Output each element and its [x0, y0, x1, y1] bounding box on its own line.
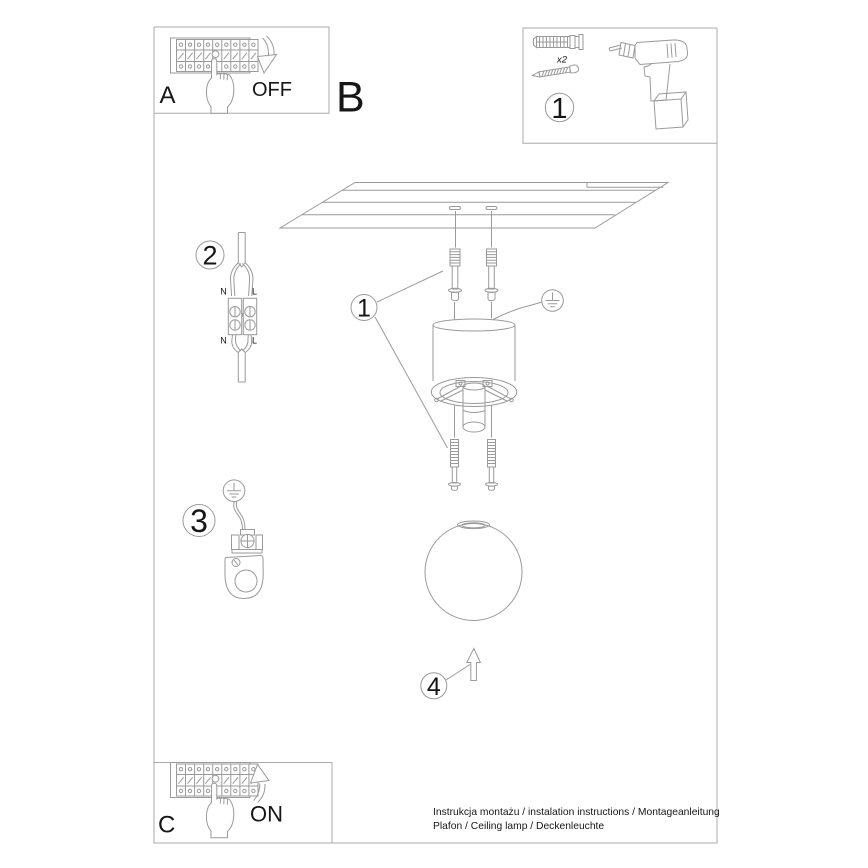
footer — [433, 807, 720, 832]
ground-clamp — [232, 530, 263, 554]
panel-b-letter: B — [336, 73, 365, 122]
sheet-frame — [154, 27, 717, 843]
label-l-top: L — [251, 286, 258, 297]
label-n-top: N — [220, 286, 227, 297]
step4-badge — [421, 649, 481, 701]
lamp-socket — [463, 383, 485, 432]
terminal-block-assembly — [196, 233, 257, 383]
panel-a-action: OFF — [252, 79, 292, 101]
lamp-holder-bracket — [225, 555, 263, 598]
arrow-up-icon — [467, 649, 481, 681]
ground-wire — [493, 302, 542, 320]
terminal-block — [228, 298, 256, 334]
drill-icon — [609, 40, 688, 129]
step4-number: 4 — [426, 672, 441, 701]
step2-number: 2 — [202, 240, 218, 271]
canopy — [431, 302, 542, 432]
panel-a — [160, 36, 293, 113]
panel-c — [158, 763, 283, 839]
parts-box — [532, 35, 688, 130]
anchor-screw-right — [485, 249, 498, 301]
footer-line2: Plafon / Ceiling lamp / Deckenleuchte — [433, 821, 605, 832]
step1-number: 1 — [357, 294, 371, 323]
wall-plug-icon — [534, 35, 584, 50]
step3-number: 3 — [190, 503, 208, 539]
label-l-bottom: L — [251, 335, 258, 346]
ground-icon-clamp — [223, 480, 245, 502]
panel-c-action: ON — [250, 801, 283, 827]
arrow-down-icon — [258, 36, 277, 73]
screw-icon — [532, 64, 579, 79]
parts-quantity: x2 — [556, 54, 568, 66]
panel-a-letter: A — [159, 82, 176, 109]
footer-line1: Instrukcja montażu / instalation instructions / Montageanleitung — [433, 807, 720, 818]
panel-c-letter: C — [158, 811, 176, 839]
ground-icon-canopy — [542, 290, 564, 312]
fix-screw-left — [449, 440, 461, 491]
glass-sphere — [425, 521, 522, 621]
anchor-screw-left — [449, 249, 462, 301]
fix-screw-right — [486, 440, 498, 491]
ground-clamp-assembly — [183, 480, 263, 599]
ceiling-panel — [280, 183, 668, 248]
label-n-bottom: N — [220, 335, 227, 346]
parts-badge: 1 — [551, 93, 568, 125]
